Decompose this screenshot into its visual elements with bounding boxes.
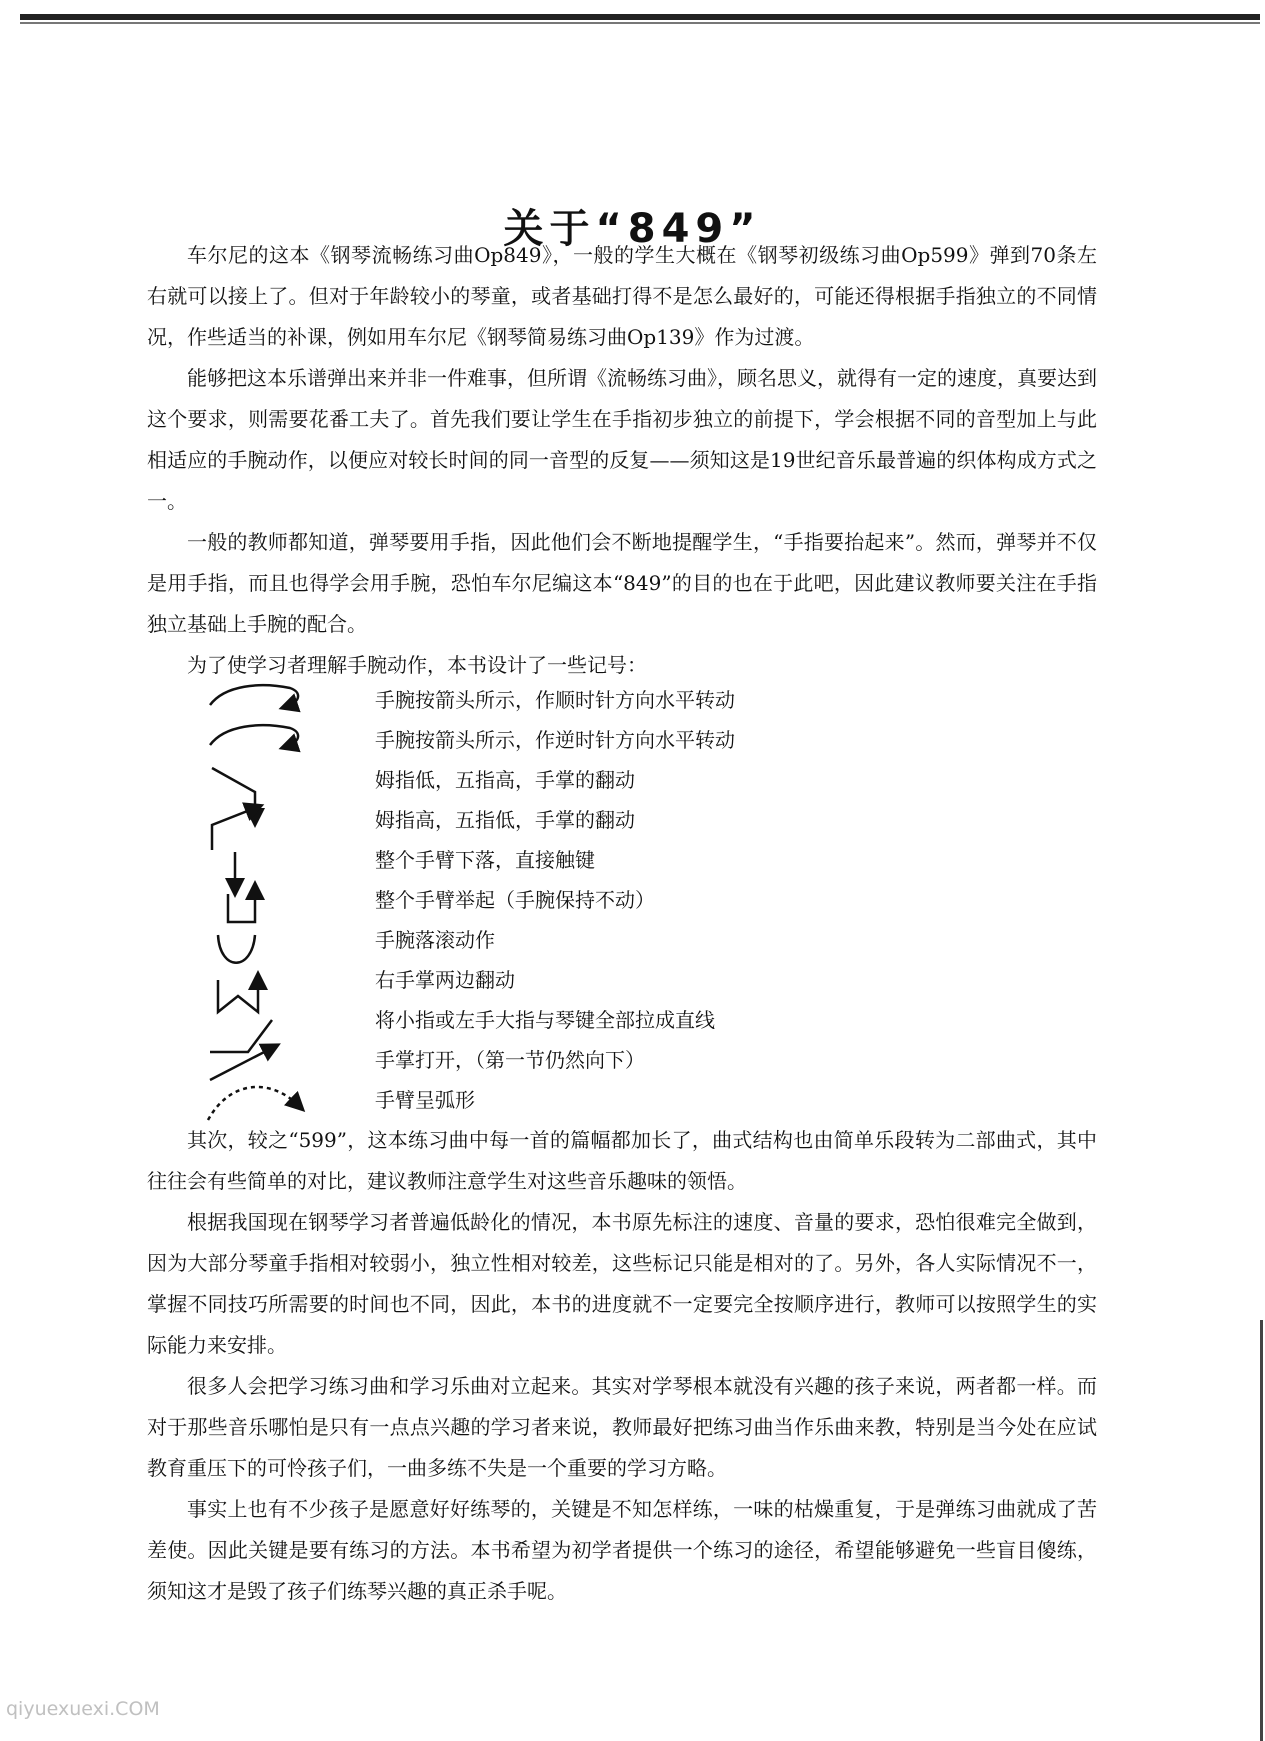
paragraph-3: 一般的教师都知道，弹琴要用手指，因此他们会不断地提醒学生，“手指要抬起来”。然而，弹琴并不仅是用手指，而且也得学会用手腕，恐怕车尔尼编这本“849”的目的也在于此吧，因此建议教师要关注在手指独立基础上手腕的配合。: [147, 530, 1097, 636]
palm-flip-icon: [218, 980, 258, 1012]
symbols-intro: 为了使学习者理解手腕动作，本书设计了一些记号：: [187, 653, 647, 677]
scan-edge-right: [1260, 1320, 1263, 1741]
symbol-label-1: 手腕按箭头所示，作顺时针方向水平转动: [375, 688, 735, 712]
finger-line-icon: [210, 1020, 272, 1052]
thumb-high-icon: [212, 808, 255, 850]
site-watermark: qiyuexuexi.COM: [6, 1698, 160, 1720]
symbol-label-6: 整个手臂举起（手腕保持不动）: [375, 888, 655, 912]
symbol-label-5: 整个手臂下落，直接触键: [375, 848, 595, 872]
paragraph-5: 根据我国现在钢琴学习者普遍低龄化的情况，本书原先标注的速度、音量的要求，恐怕很难完全做到，因为大部分琴童手指相对较弱小，独立性相对较差，这些标记只能是相对的了。另外，各人实际情况不一，掌握不同技巧所需要的时间也不同，因此，本书的进度就不一定要完全按顺序进行，教师可以按照学生的实际能力来安排。: [147, 1210, 1097, 1357]
paragraph-4: 其次，较之“599”，这本练习曲中每一首的篇幅都加长了，曲式结构也由简单乐段转为二部曲式，其中往往会有些简单的对比，建议教师注意学生对这些音乐趣味的领悟。: [147, 1128, 1097, 1193]
paragraph-2: 能够把这本乐谱弹出来并非一件难事，但所谓《流畅练习曲》，顾名思义，就得有一定的速度，真要达到这个要求，则需要花番工夫了。首先我们要让学生在手指初步独立的前提下，学会根据不同的音型加上与此相适应的手腕动作，以便应对较长时间的同一音型的反复——须知这是19世纪音乐最普遍的织体构成方式之一。: [147, 366, 1097, 513]
scan-edge-top: [20, 14, 1260, 20]
paragraph-6: 很多人会把学习练习曲和学习乐曲对立起来。其实对学琴根本就没有兴趣的孩子来说，两者都一样。而对于那些音乐哪怕是只有一点点兴趣的学习者来说，教师最好把练习曲当作乐曲来教，特别是当今处在应试教育重压下的可怜孩子们，一曲多练不失是一个重要的学习方略。: [147, 1374, 1097, 1480]
paragraph-7: 事实上也有不少孩子是愿意好好练琴的，关键是不知怎样练，一味的枯燥重复，于是弹练习曲就成了苦差使。因此关键是要有练习的方法。本书希望为初学者提供一个练习的途径，希望能够避免一些盲目傻练，须知这才是毁了孩子们练琴兴趣的真正杀手呢。: [147, 1497, 1097, 1603]
symbol-label-3: 姆指低，五指高，手掌的翻动: [375, 768, 635, 792]
scan-edge-top-thin: [20, 22, 1260, 24]
arm-arc-icon: [208, 1087, 298, 1120]
clockwise-arrow-icon: [210, 685, 298, 706]
symbol-label-2: 手腕按箭头所示，作逆时针方向水平转动: [375, 728, 735, 752]
arm-lift-icon: [228, 890, 255, 922]
symbol-label-11: 手臂呈弧形: [375, 1088, 475, 1112]
wrist-roll-icon: [218, 935, 255, 963]
page-title: 关于“849”: [503, 205, 762, 252]
symbol-label-7: 手腕落滚动作: [375, 928, 495, 952]
symbol-label-10: 手掌打开，（第一节仍然向下）: [375, 1048, 645, 1072]
symbol-label-8: 右手掌两边翻动: [375, 968, 515, 992]
paragraph-1: 车尔尼的这本《钢琴流畅练习曲Op849》，一般的学生大概在《钢琴初级练习曲Op599》弹到70条左右就可以接上了。但对于年龄较小的琴童，或者基础打得不是怎么最好的，可能还得根据手指独立的不同情况，作些适当的补课，例如用车尔尼《钢琴简易练习曲Op139》作为过渡。: [147, 243, 1097, 349]
symbol-column: [200, 680, 340, 1130]
counterclockwise-arrow-icon: [210, 725, 298, 746]
symbol-label-9: 将小指或左手大指与琴键全部拉成直线: [375, 1008, 715, 1032]
symbol-label-4: 姆指高，五指低，手掌的翻动: [375, 808, 635, 832]
